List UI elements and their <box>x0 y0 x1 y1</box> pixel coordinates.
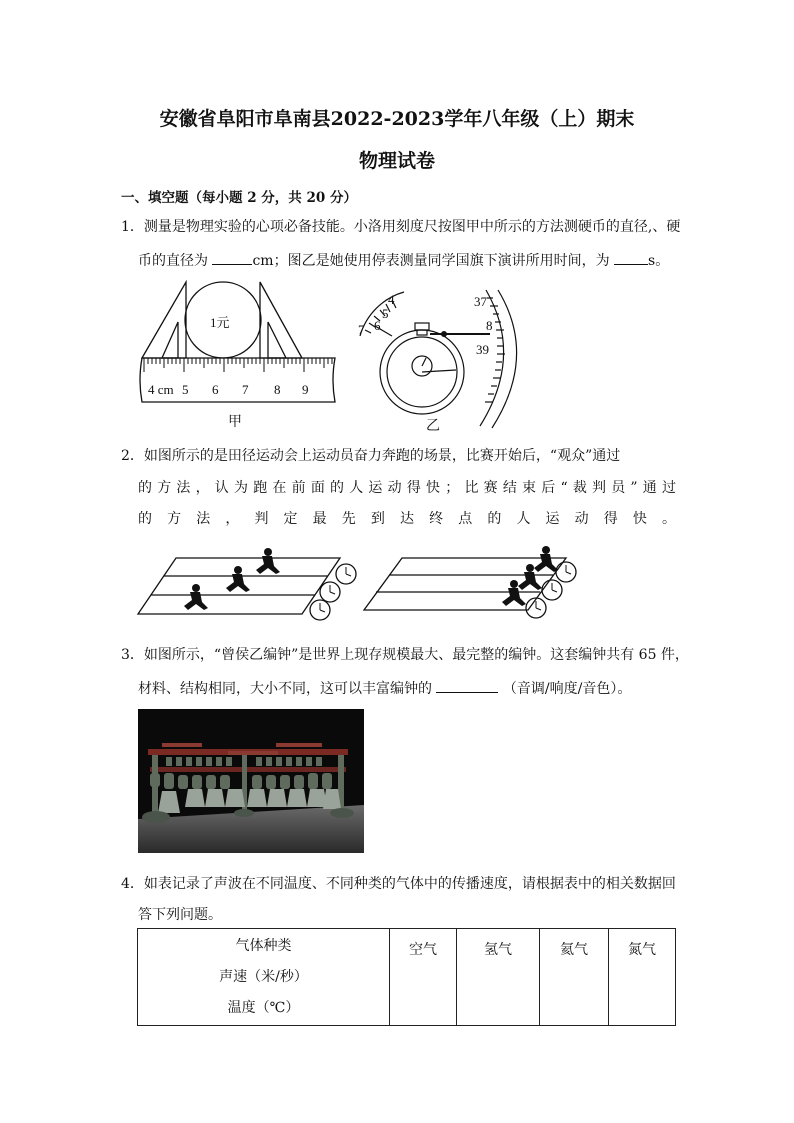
left-triangle <box>142 282 186 358</box>
q1-line2 <box>138 250 669 269</box>
second-dial-arc <box>480 290 504 426</box>
ruler-label-8: 8 <box>274 382 281 397</box>
label-temperature: 温度（℃） <box>227 1000 300 1016</box>
q1-blank-time[interactable] <box>614 250 648 265</box>
q3-text-b: （音调/响度/音色）。 <box>502 681 632 697</box>
q2-line2: 的方法，认为跑在前面的人运动得快；比赛结束后“裁判员”通过 <box>138 480 676 496</box>
runner <box>534 554 558 572</box>
gas-header-nitrogen: 氮气 <box>609 929 676 1026</box>
q1-text-b: cm；图乙是她使用停表测量同学国旗下演讲所用时间，为 <box>252 253 610 269</box>
gas-header-helium: 氦气 <box>540 929 609 1026</box>
q4-line1: 4．如表记录了声波在不同温度、不同种类的气体中的传播速度，请根据表中的相关数据回 <box>121 876 676 892</box>
q2-line3: 的方法，判定最先到达终点的人运动得快。 <box>138 511 676 527</box>
figure-running-track <box>134 542 584 622</box>
ruler-label-7: 7 <box>242 382 249 397</box>
min-dial-6: 6 <box>374 318 381 333</box>
table-row-labels <box>138 929 390 1026</box>
ruler-label-6: 6 <box>212 382 219 397</box>
figure-jia-ruler <box>130 276 350 432</box>
coin-label: 1元 <box>210 315 230 330</box>
min-dial-4: 4 <box>388 292 395 307</box>
q3-blank[interactable] <box>436 678 498 693</box>
sec-dial-37: 37 <box>474 294 487 309</box>
q1-text-c: s。 <box>648 253 670 269</box>
label-sound-speed: 声速（米/秒） <box>219 969 308 985</box>
q4-line2: 答下列问题。 <box>138 907 222 923</box>
caption-yi: 乙 <box>426 418 440 434</box>
caption-jia: 甲 <box>228 414 242 430</box>
figure-yi-stopwatch <box>352 286 524 434</box>
ruler-label-4cm: 4 cm <box>148 382 174 397</box>
min-dial-5: 5 <box>382 306 389 321</box>
q1-text-a: 币的直径为 <box>138 253 208 269</box>
gas-header-hydrogen: 氢气 <box>457 929 540 1026</box>
gas-header-air: 空气 <box>390 929 457 1026</box>
sec-dial-39: 39 <box>476 342 489 357</box>
runner <box>256 556 280 574</box>
section-heading: 一、填空题（每小题 2 分，共 20 分） <box>121 190 357 206</box>
q1-line1: 1．测量是物理实验的心项必备技能。小洛用刻度尺按图甲中所示的方法测硬币的直径,、硬 <box>121 219 681 235</box>
exam-title: 安徽省阜阳市阜南县2022-2023学年八年级（上）期末 <box>159 108 635 130</box>
label-gas-type: 气体种类 <box>235 938 292 954</box>
bianzhong-photo <box>138 709 364 853</box>
runner <box>226 574 250 592</box>
runner <box>502 588 526 606</box>
q3-line1: 3．如图所示，“曾侯乙编钟”是世界上现存规模最大、最完整的编钟。这套编钟共有 65 件， <box>121 647 689 663</box>
q3-text-a: 材料、结构相同，大小不同，这可以丰富编钟的 <box>138 681 432 697</box>
exam-subtitle: 物理试卷 <box>358 150 435 172</box>
min-dial-7: 7 <box>358 322 365 337</box>
ruler-label-9: 9 <box>302 382 309 397</box>
sound-speed-table <box>137 928 676 1026</box>
q1-blank-diameter[interactable] <box>212 250 252 265</box>
ruler-label-5: 5 <box>182 382 189 397</box>
q2-line1: 2．如图所示的是田径运动会上运动员奋力奔跑的场景，比赛开始后，“观众”通过 <box>121 448 621 464</box>
q3-line2 <box>138 678 631 697</box>
sec-dial-8: 8 <box>486 318 493 333</box>
